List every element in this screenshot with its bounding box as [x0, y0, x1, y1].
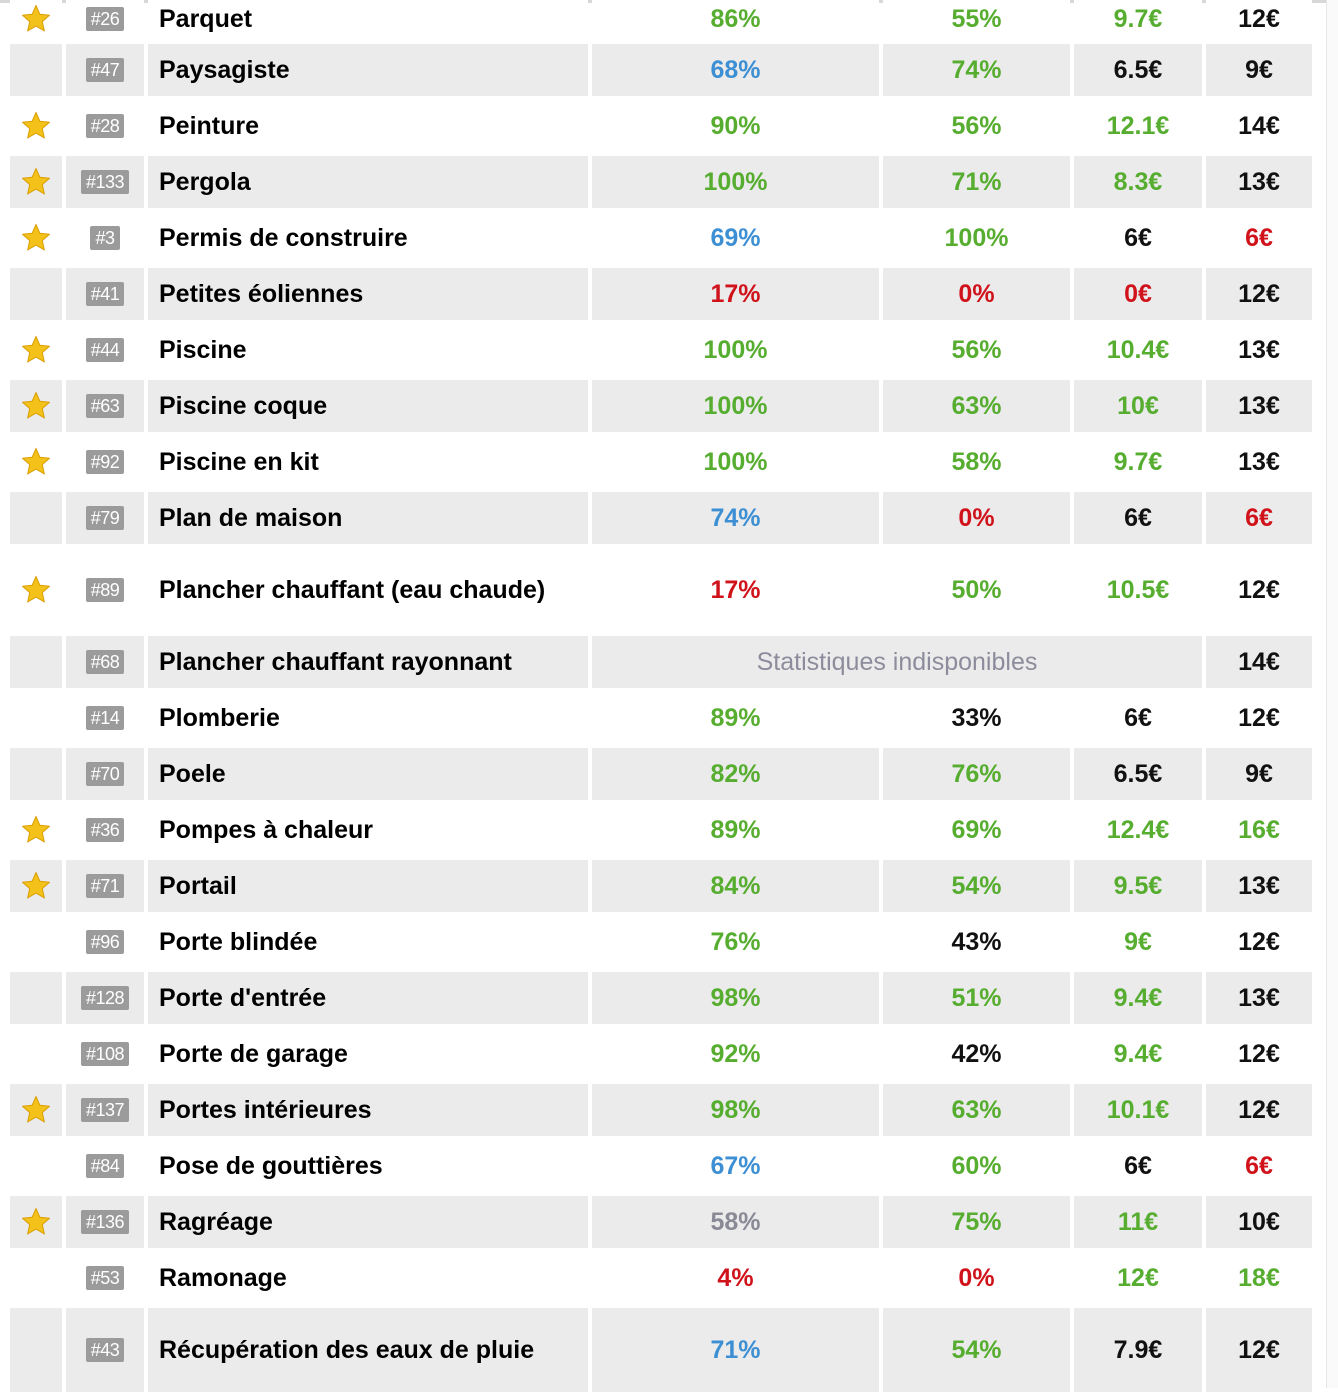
percentage-1: 71%: [592, 1308, 879, 1392]
percentage-1: 100%: [592, 324, 879, 376]
rank-badge: #44: [86, 338, 125, 362]
price-1: 6.5€: [1074, 44, 1202, 96]
favorite-cell[interactable]: [10, 100, 62, 152]
star-icon: [20, 222, 52, 254]
price-2: 12€: [1206, 1028, 1312, 1080]
percentage-1: 67%: [592, 1140, 879, 1192]
rank-badge: #92: [86, 450, 125, 474]
price-1: 6€: [1074, 212, 1202, 264]
price-2: 12€: [1206, 0, 1312, 40]
favorite-cell[interactable]: [10, 268, 62, 320]
price-2: 13€: [1206, 156, 1312, 208]
favorite-cell[interactable]: [10, 548, 62, 632]
price-2: 13€: [1206, 972, 1312, 1024]
table-row: [0, 1252, 1326, 1308]
price-1: 6€: [1074, 1140, 1202, 1192]
trade-name: Petites éoliennes: [148, 268, 588, 320]
table-row: [0, 972, 1326, 1028]
favorite-cell[interactable]: [10, 748, 62, 800]
price-1: 10.4€: [1074, 324, 1202, 376]
price-1: 11€: [1074, 1196, 1202, 1248]
table-row: [0, 268, 1326, 324]
trade-name: Parquet: [148, 0, 588, 40]
percentage-2: 43%: [883, 916, 1070, 968]
price-1: 9€: [1074, 916, 1202, 968]
table-row: [0, 1308, 1326, 1396]
percentage-2: 100%: [883, 212, 1070, 264]
trade-name: Peinture: [148, 100, 588, 152]
rank-badge: #53: [86, 1266, 125, 1290]
table-row: [0, 492, 1326, 548]
trade-name: Ragréage: [148, 1196, 588, 1248]
rank-badge: #47: [86, 58, 125, 82]
trade-name: Porte d'entrée: [148, 972, 588, 1024]
table-row: [0, 548, 1326, 636]
table-row: [0, 100, 1326, 156]
price-1: 12.4€: [1074, 804, 1202, 856]
rank-badge: #41: [86, 282, 125, 306]
favorite-cell[interactable]: [10, 492, 62, 544]
price-1: 9.7€: [1074, 0, 1202, 40]
rank-badge: #128: [81, 986, 129, 1010]
rank-badge: #133: [81, 170, 129, 194]
rank-badge: #108: [81, 1042, 129, 1066]
price-1: 9.7€: [1074, 436, 1202, 488]
trade-name: Portail: [148, 860, 588, 912]
price-2: 9€: [1206, 44, 1312, 96]
price-2: 13€: [1206, 380, 1312, 432]
favorite-cell[interactable]: [10, 972, 62, 1024]
table-row: [0, 44, 1326, 100]
favorite-cell[interactable]: [10, 436, 62, 488]
trade-name: Pergola: [148, 156, 588, 208]
trade-name: Paysagiste: [148, 44, 588, 96]
favorite-cell[interactable]: [10, 324, 62, 376]
favorite-cell[interactable]: [10, 860, 62, 912]
rank-badge: #136: [81, 1210, 129, 1234]
favorite-cell[interactable]: [10, 1308, 62, 1392]
table-row: [0, 436, 1326, 492]
table-row: [0, 1028, 1326, 1084]
star-icon: [20, 574, 52, 606]
price-2: 13€: [1206, 436, 1312, 488]
price-2: 6€: [1206, 212, 1312, 264]
table-row: [0, 916, 1326, 972]
price-1: 6€: [1074, 692, 1202, 744]
percentage-2: 54%: [883, 860, 1070, 912]
rank-badge: #68: [86, 650, 125, 674]
percentage-2: 0%: [883, 268, 1070, 320]
table-row: [0, 860, 1326, 916]
percentage-2: 74%: [883, 44, 1070, 96]
percentage-2: 63%: [883, 1084, 1070, 1136]
table-row: [0, 1196, 1326, 1252]
price-2: 10€: [1206, 1196, 1312, 1248]
star-icon: [20, 814, 52, 846]
table-row: [0, 804, 1326, 860]
trade-name: Porte blindée: [148, 916, 588, 968]
table-row: [0, 748, 1326, 804]
trade-name: Pompes à chaleur: [148, 804, 588, 856]
price-2: 12€: [1206, 692, 1312, 744]
trade-name: Permis de construire: [148, 212, 588, 264]
percentage-1: 17%: [592, 548, 879, 632]
percentage-1: 89%: [592, 692, 879, 744]
percentage-2: 71%: [883, 156, 1070, 208]
percentage-1: 17%: [592, 268, 879, 320]
table-row: [0, 156, 1326, 212]
percentage-2: 33%: [883, 692, 1070, 744]
price-2: 6€: [1206, 492, 1312, 544]
rank-badge: #84: [86, 1154, 125, 1178]
favorite-cell[interactable]: [10, 692, 62, 744]
percentage-1: 90%: [592, 100, 879, 152]
star-icon: [20, 334, 52, 366]
star-icon: [20, 110, 52, 142]
rank-badge: #3: [90, 226, 119, 250]
table-row: [0, 324, 1326, 380]
star-icon: [20, 870, 52, 902]
price-2: 12€: [1206, 1308, 1312, 1392]
favorite-cell[interactable]: [10, 636, 62, 688]
percentage-2: 60%: [883, 1140, 1070, 1192]
percentage-2: 58%: [883, 436, 1070, 488]
price-2: 18€: [1206, 1252, 1312, 1304]
favorite-cell[interactable]: [10, 1252, 62, 1304]
favorite-cell[interactable]: [10, 1140, 62, 1192]
price-1: 8.3€: [1074, 156, 1202, 208]
price-1: 0€: [1074, 268, 1202, 320]
trade-name: Poele: [148, 748, 588, 800]
percentage-2: 51%: [883, 972, 1070, 1024]
favorite-cell[interactable]: [10, 0, 62, 40]
percentage-1: 98%: [592, 972, 879, 1024]
favorite-cell[interactable]: [10, 156, 62, 208]
percentage-2: 56%: [883, 324, 1070, 376]
percentage-2: 76%: [883, 748, 1070, 800]
percentage-2: 69%: [883, 804, 1070, 856]
favorite-cell[interactable]: [10, 212, 62, 264]
percentage-1: 69%: [592, 212, 879, 264]
percentage-2: 0%: [883, 1252, 1070, 1304]
price-1: 9.5€: [1074, 860, 1202, 912]
price-2: 12€: [1206, 916, 1312, 968]
table-row: [0, 0, 1326, 44]
rank-badge: #28: [86, 114, 125, 138]
table-row: [0, 692, 1326, 748]
percentage-1: 98%: [592, 1084, 879, 1136]
percentage-1: 74%: [592, 492, 879, 544]
price-2: 14€: [1206, 636, 1312, 688]
percentage-2: 0%: [883, 492, 1070, 544]
rank-badge: #70: [86, 762, 125, 786]
price-2: 14€: [1206, 100, 1312, 152]
price-1: 10.1€: [1074, 1084, 1202, 1136]
price-1: 9.4€: [1074, 972, 1202, 1024]
trade-name: Plomberie: [148, 692, 588, 744]
price-2: 6€: [1206, 1140, 1312, 1192]
price-1: 6€: [1074, 492, 1202, 544]
price-2: 13€: [1206, 860, 1312, 912]
percentage-1: 4%: [592, 1252, 879, 1304]
percentage-1: 82%: [592, 748, 879, 800]
price-1: 12€: [1074, 1252, 1202, 1304]
price-2: 12€: [1206, 1084, 1312, 1136]
rank-badge: #71: [86, 874, 125, 898]
rank-badge: #26: [86, 7, 125, 31]
percentage-1: 86%: [592, 0, 879, 40]
rank-badge: #79: [86, 506, 125, 530]
rank-badge: #96: [86, 930, 125, 954]
favorite-cell[interactable]: [10, 380, 62, 432]
price-2: 9€: [1206, 748, 1312, 800]
percentage-2: 42%: [883, 1028, 1070, 1080]
trade-name: Porte de garage: [148, 1028, 588, 1080]
table-row: [0, 212, 1326, 268]
price-1: 10€: [1074, 380, 1202, 432]
trade-name: Piscine: [148, 324, 588, 376]
table-row: [0, 380, 1326, 436]
star-icon: [20, 1094, 52, 1126]
rank-badge: #137: [81, 1098, 129, 1122]
trade-name: Piscine en kit: [148, 436, 588, 488]
star-icon: [20, 166, 52, 198]
trade-name: Ramonage: [148, 1252, 588, 1304]
trade-name: Piscine coque: [148, 380, 588, 432]
percentage-1: 92%: [592, 1028, 879, 1080]
trade-name: Pose de gouttières: [148, 1140, 588, 1192]
favorite-cell[interactable]: [10, 1028, 62, 1080]
rank-badge: #43: [86, 1338, 125, 1362]
rank-badge: #14: [86, 706, 125, 730]
price-1: 7.9€: [1074, 1308, 1202, 1392]
star-icon: [20, 3, 52, 35]
percentage-1: 100%: [592, 436, 879, 488]
price-2: 16€: [1206, 804, 1312, 856]
trade-name: Récupération des eaux de pluie: [148, 1308, 588, 1392]
favorite-cell[interactable]: [10, 44, 62, 96]
favorite-cell[interactable]: [10, 1196, 62, 1248]
price-2: 13€: [1206, 324, 1312, 376]
rank-badge: #36: [86, 818, 125, 842]
percentage-2: 50%: [883, 548, 1070, 632]
trade-name: Portes intérieures: [148, 1084, 588, 1136]
favorite-cell[interactable]: [10, 804, 62, 856]
favorite-cell[interactable]: [10, 916, 62, 968]
trade-name: Plan de maison: [148, 492, 588, 544]
percentage-1: 76%: [592, 916, 879, 968]
star-icon: [20, 1206, 52, 1238]
table-row: [0, 636, 1326, 692]
percentage-1: 58%: [592, 1196, 879, 1248]
percentage-2: 56%: [883, 100, 1070, 152]
percentage-2: 75%: [883, 1196, 1070, 1248]
rank-badge: #89: [86, 578, 125, 602]
percentage-2: 55%: [883, 0, 1070, 40]
percentage-2: 63%: [883, 380, 1070, 432]
price-1: 6.5€: [1074, 748, 1202, 800]
scrollbar-track[interactable]: [1326, 0, 1338, 1388]
price-1: 12.1€: [1074, 100, 1202, 152]
price-1: 10.5€: [1074, 548, 1202, 632]
trade-name: Plancher chauffant rayonnant: [148, 636, 588, 688]
percentage-1: 84%: [592, 860, 879, 912]
table-row: [0, 1140, 1326, 1196]
trade-name: Plancher chauffant (eau chaude): [148, 548, 588, 632]
percentage-1: 89%: [592, 804, 879, 856]
star-icon: [20, 446, 52, 478]
percentage-2: 54%: [883, 1308, 1070, 1392]
price-2: 12€: [1206, 268, 1312, 320]
percentage-1: 100%: [592, 156, 879, 208]
stats-unavailable-text: Statistiques indisponibles: [592, 636, 1202, 688]
price-2: 12€: [1206, 548, 1312, 632]
favorite-cell[interactable]: [10, 1084, 62, 1136]
percentage-1: 68%: [592, 44, 879, 96]
price-1: 9.4€: [1074, 1028, 1202, 1080]
table-row: [0, 1084, 1326, 1140]
percentage-1: 100%: [592, 380, 879, 432]
star-icon: [20, 390, 52, 422]
rank-badge: #63: [86, 394, 125, 418]
